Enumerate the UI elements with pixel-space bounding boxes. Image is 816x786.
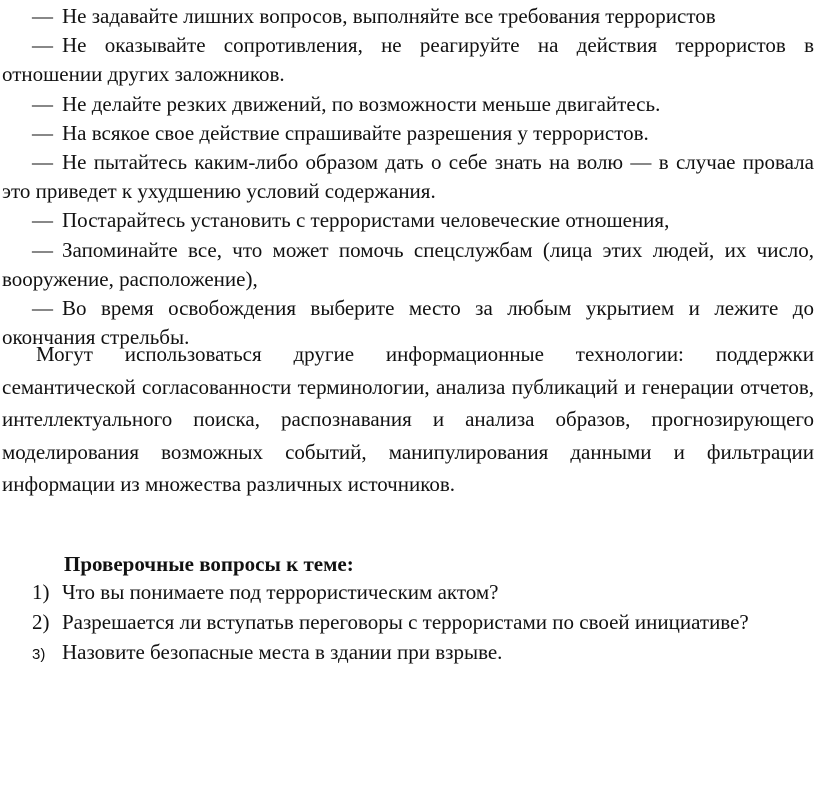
bullet-item [2,119,814,148]
dash-marker: — [32,296,53,321]
body-paragraph: Могут использоваться другие информационные технологии: поддержки семантической согласованности терминологии, анализа публикаций и генерации отчетов, интеллектуального поиска, распознавания и анализа образов, прогнозирующего моделирования возможных событий, манипулирования данными и фильтрации информации из множества различных источников. [2,342,814,496]
questions-list [2,578,814,669]
bullet-item [2,206,814,235]
bullet-item [2,2,814,31]
question-text: Разрешается ли вступатьв переговоры с террористами по своей инициативе? [62,610,749,634]
dash-marker: — [32,150,53,175]
dash-marker: — [32,237,53,262]
dash-marker: — [32,4,53,28]
bullet-item [2,236,814,294]
bullet-text: Запоминайте все, что может помочь спецслужбам (лица этих людей, их число, вооружение, расположение), [2,237,814,291]
question-number: 3) [32,646,46,663]
question-text: Что вы понимаете под террористическим актом? [62,580,499,604]
bullet-text: Не пытайтесь каким-либо образом дать о себе знать на волю — в случае провала это приведет к ухудшению условий содержания. [2,150,814,204]
bullet-text: Не делайте резких движений, по возможности меньше двигайтесь. [62,91,661,116]
bullet-text: Не оказывайте сопротивления, не реагируйте на действия террористов в отношении других заложников. [2,33,814,87]
dash-marker: — [32,120,53,145]
questions-heading: Проверочные вопросы к теме: [64,552,354,576]
dash-marker: — [32,208,53,233]
question-number: 2) [32,610,50,634]
bullet-text: Постарайтесь установить с террористами человеческие отношения, [62,208,670,233]
question-item [2,608,814,636]
question-text: Назовите безопасные места в здании при взрыве. [62,640,503,664]
question-item [2,638,814,669]
bullet-item [2,31,814,89]
dash-marker: — [32,91,53,116]
bullet-text: Не задавайте лишних вопросов, выполняйте все требования террористов [62,4,716,28]
question-number: 1) [32,580,50,604]
bullet-list [2,2,814,352]
bullet-item [2,90,814,119]
bullet-text: Во время освобождения выберите место за любым укрытием и лежите до окончания стрельбы. [2,296,814,350]
bullet-item [2,148,814,206]
question-item [2,578,814,606]
bullet-text: На всякое свое действие спрашивайте разрешения у террористов. [62,120,649,145]
dash-marker: — [32,33,53,58]
